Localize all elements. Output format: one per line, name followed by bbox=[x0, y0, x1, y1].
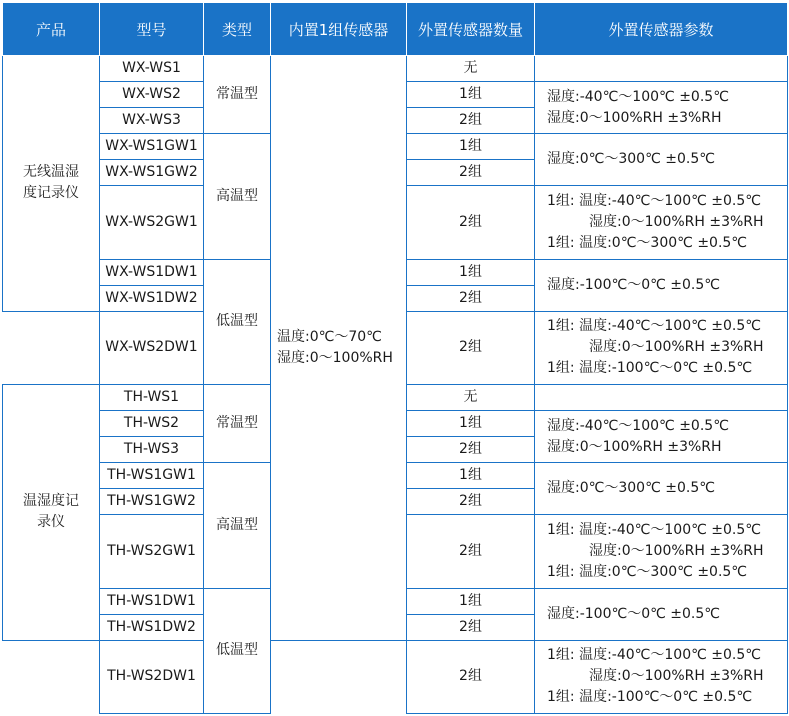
model-cell: TH-WS2 bbox=[100, 411, 204, 437]
qty-cell: 2组 bbox=[407, 640, 535, 714]
model-cell: TH-WS1 bbox=[100, 385, 204, 411]
model-cell: WX-WS2GW1 bbox=[100, 186, 204, 260]
qty-cell: 2组 bbox=[407, 437, 535, 463]
type-cell: 常温型 bbox=[204, 56, 271, 134]
qty-cell: 2组 bbox=[407, 108, 535, 134]
param-cell: 1组: 温度:-40℃～100℃ ±0.5℃ 湿度:0～100%RH ±3%RH 1组: 温度:0℃～300℃ ±0.5℃ bbox=[535, 515, 788, 589]
param-cell: 1组: 温度:-40℃～100℃ ±0.5℃ 湿度:0～100%RH ±3%RH 1组: 温度:-100℃～0℃ ±0.5℃ bbox=[535, 640, 788, 714]
qty-cell: 2组 bbox=[407, 311, 535, 385]
model-cell: WX-WS1 bbox=[100, 56, 204, 82]
param-cell: 湿度:-40℃～100℃ ±0.5℃ 湿度:0～100%RH ±3%RH bbox=[535, 411, 788, 463]
header-external-qty: 外置传感器数量 bbox=[407, 3, 535, 56]
qty-cell: 1组 bbox=[407, 588, 535, 614]
qty-cell: 1组 bbox=[407, 259, 535, 285]
qty-cell: 2组 bbox=[407, 160, 535, 186]
qty-cell: 2组 bbox=[407, 489, 535, 515]
model-cell: TH-WS2GW1 bbox=[100, 515, 204, 589]
param-cell: 湿度:-40℃～100℃ ±0.5℃ 湿度:0～100%RH ±3%RH bbox=[535, 82, 788, 134]
model-cell: TH-WS3 bbox=[100, 437, 204, 463]
header-model: 型号 bbox=[100, 3, 204, 56]
qty-cell: 2组 bbox=[407, 186, 535, 260]
product-name: 无线温湿 度记录仪 bbox=[3, 56, 100, 312]
model-cell: WX-WS1DW2 bbox=[100, 285, 204, 311]
type-cell: 高温型 bbox=[204, 463, 271, 589]
param-cell: 湿度:0℃～300℃ ±0.5℃ bbox=[535, 463, 788, 515]
param-cell: 1组: 温度:-40℃～100℃ ±0.5℃ 湿度:0～100%RH ±3%RH 1组: 温度:-100℃～0℃ ±0.5℃ bbox=[535, 311, 788, 385]
qty-cell: 1组 bbox=[407, 411, 535, 437]
model-cell: TH-WS1DW1 bbox=[100, 588, 204, 614]
param-cell: 1组: 温度:-40℃～100℃ ±0.5℃ 湿度:0～100%RH ±3%RH 1组: 温度:0℃～300℃ ±0.5℃ bbox=[535, 186, 788, 260]
type-cell: 低温型 bbox=[204, 588, 271, 714]
model-cell: WX-WS1DW1 bbox=[100, 259, 204, 285]
model-cell: WX-WS3 bbox=[100, 108, 204, 134]
builtin-sensor-cell: 温度:0℃～70℃ 湿度:0～100%RH bbox=[271, 56, 407, 641]
spec-table bbox=[2, 2, 788, 714]
type-cell: 常温型 bbox=[204, 385, 271, 463]
table-row bbox=[3, 56, 788, 82]
type-cell: 低温型 bbox=[204, 259, 271, 385]
qty-cell: 无 bbox=[407, 385, 535, 411]
model-cell: WX-WS2DW1 bbox=[100, 311, 204, 385]
header-row bbox=[3, 3, 788, 56]
model-cell: TH-WS2DW1 bbox=[100, 640, 204, 714]
qty-cell: 1组 bbox=[407, 463, 535, 489]
param-cell-empty bbox=[535, 56, 788, 82]
qty-cell: 无 bbox=[407, 56, 535, 82]
qty-cell: 2组 bbox=[407, 614, 535, 640]
header-external-params: 外置传感器参数 bbox=[535, 3, 788, 56]
model-cell: TH-WS1GW2 bbox=[100, 489, 204, 515]
param-cell-empty bbox=[535, 385, 788, 411]
header-builtin-sensor: 内置1组传感器 bbox=[271, 3, 407, 56]
header-product: 产品 bbox=[3, 3, 100, 56]
qty-cell: 2组 bbox=[407, 285, 535, 311]
type-cell: 高温型 bbox=[204, 134, 271, 260]
product-name: 温湿度记 录仪 bbox=[3, 385, 100, 641]
model-cell: TH-WS1GW1 bbox=[100, 463, 204, 489]
qty-cell: 1组 bbox=[407, 82, 535, 108]
param-cell: 湿度:-100℃～0℃ ±0.5℃ bbox=[535, 259, 788, 311]
header-type: 类型 bbox=[204, 3, 271, 56]
param-cell: 湿度:-100℃～0℃ ±0.5℃ bbox=[535, 588, 788, 640]
qty-cell: 2组 bbox=[407, 515, 535, 589]
param-cell: 湿度:0℃～300℃ ±0.5℃ bbox=[535, 134, 788, 186]
qty-cell: 1组 bbox=[407, 134, 535, 160]
model-cell: WX-WS1GW1 bbox=[100, 134, 204, 160]
model-cell: TH-WS1DW2 bbox=[100, 614, 204, 640]
model-cell: WX-WS2 bbox=[100, 82, 204, 108]
model-cell: WX-WS1GW2 bbox=[100, 160, 204, 186]
